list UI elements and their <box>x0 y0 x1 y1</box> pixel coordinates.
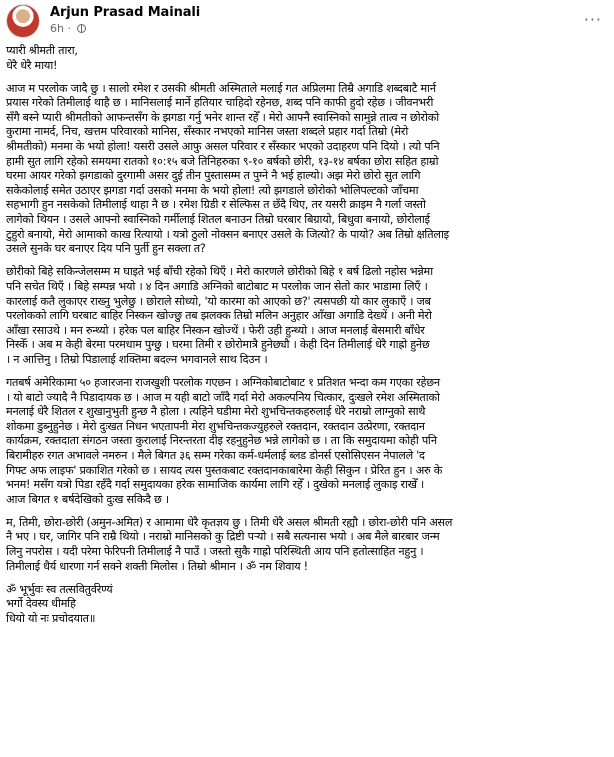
post-header <box>6 4 606 38</box>
text-line: म, तिमी, छोरा-छोरी (अमुन-अमित) र आमामा धेरै कृतज्ञय छु । तिमी धेरै असल श्रीमती रह्यौ । छोरा-छोरी पनि असल <box>6 515 453 529</box>
text-line: बिरामीहरु रगत अभावले नमरुन । मैले बिगत ३६ सम्म गरेका कर्म-धर्मलाई ब्लड डोनर्स एसोसिएसन नेपालले 'द <box>6 448 425 462</box>
text-line: मनलाई धेरै शितल र शुखानुभुती हुन्छ नै होला । त्यहिने घडीमा मेरो शुभचिन्तकहरुलाई धेरै नराम्रो लाग्नुको साथै <box>6 405 426 419</box>
text-line: प्रयास गरेको तिमीलाई थाहै छ । मानिसलाई मार्ने हतियार चाहिदो रहेनछ, शब्द पनि काफी हुदो रहेछ । जीवनभरी <box>6 96 434 110</box>
text-line: । यो बाटो ज्यादै नै पिडादायक छ । आज म यही बाटो जाँदै गर्दा मेरो अकल्पनिय चित्कार, दुःखले रमेश अस्मिताको <box>6 390 440 404</box>
post-content <box>6 44 608 635</box>
text-line: धियो यो नः प्रचोदयात॥ <box>6 611 96 625</box>
text-line: परलोकको लागि घरबाट बाहिर निस्कन खोज्छु तब झलक्क तिम्रो मलिन अनुहार आँखा अगाडि देख्थें । अनी मेरो <box>6 309 432 323</box>
text-line: छोरीको बिहे सकिन्जेलसम्म म घाइते भई बाँची रहेको थिएँ । मेरो कारणले छोरीको बिहे १ बर्ष ढिलो नहोस भन्नेमा <box>6 265 433 279</box>
text-line: गतबर्ष अमेरिकामा ५० हजारजना राजखुशी परलोक गएछन । अग्निकोबाटोबाट १ प्रतिशत भन्दा कम गएका रहेछन <box>6 375 440 389</box>
text-line: निस्केँ । अब म केही बेरमा परमधाम पुग्छु । घरमा तिमी र छोरोमात्रै हुनेछ्यौ । केही दिन तिमीलाई धेरै गाह्रो हुनेछ <box>6 338 430 352</box>
text-line: । न आत्तिनु । तिम्रो पिडालाई शक्तिमा बदल्न भगवानले साथ दिउन । <box>6 352 268 366</box>
text-line: आज बिगत १ बर्षदेखिको दुःख सकिदै छ । <box>6 492 169 506</box>
text-line: लिनु नपरोस । यदी परेमा फेरिपनी तिमीलाई नै पाउँ । जस्तो सुकै गाह्रो परिस्थिती आय पनि हतोत्साहित नहुनु । <box>6 545 424 558</box>
avatar[interactable] <box>6 4 40 38</box>
text-line: हामी सुत लागि रहेको समयमा रातको १०:१५ बजे तिनिहरुका ९-१० बर्षको छोरी, १३-१४ बर्षका छोरा सहित हाम्रो <box>6 154 439 168</box>
text-line: गिफ्ट अफ लाइफ' प्रकाशित गरेको छ । सायद त्यस पुस्तकबाट रक्तदानकाबारेमा केही सिकुन । प्रेरित हुन । अरु के <box>6 463 443 477</box>
text-line: ॐ भूर्भुवः स्व तत्सवितुर्वरेण्यं <box>6 582 113 596</box>
text-line: शोकमा डुब्नुहुनेछ । मेरो दुःखत निधन भएतापनी मेरा शुभचिन्तकज्युहरुले रक्तदान, रक्तदान उत्प्रेरणा, रक्तदान <box>6 419 425 433</box>
text-line: आज म परलोक जादै छु । सालो रमेश र उसकी श्रीमती अस्मिताले मलाई गत अप्रिलमा तिम्रै अगाडि शब्दबाटै मार्न <box>6 81 436 95</box>
text-line: कुरामा नामर्द, निच, खत्तम परिवारको मानिस, सँस्कार नभएको मानिस जस्ता शब्दले प्रहार गर्दा तिम्रो (मेरो <box>6 125 408 139</box>
text-line: घरमा आयर गरेको झगडाको दुरगामी असर दुई तीन पुस्तासम्म त पुग्ने नै भई हाल्यो। अझ मेरो छोरो सुत लागि <box>6 169 421 183</box>
text-line: प्यारी श्रीमती तारा, <box>6 44 78 57</box>
text-line: तिमीलाई धैर्य धारणा गर्न सक्ने शक्ती मिलोस । तिम्रो श्रीमान । ॐ नम शिवाय ! <box>6 559 308 573</box>
text-line: आँखा रसाउथे । मन रुन्थ्यो । हरेक पल बाहिर निस्कन खोज्थें । फेरी उही हुन्थ्यो । आज मनलाई बेसमारी बाँधेर <box>6 323 425 337</box>
post-time[interactable]: 6h <box>50 22 64 35</box>
text-line: टुहुरो बनायो, मेरो आमाको काख रित्यायो । यत्रो ठुलो नोक्सन बनाएर उसले के जित्यो? के पायो? अब तिम्रो क्षतिलाइ <box>6 227 449 241</box>
text-line: धेरै धेरै माया! <box>6 58 58 72</box>
post-paragraph <box>6 516 608 574</box>
post-paragraph <box>6 265 608 367</box>
post-meta: 6h · <box>50 22 86 35</box>
text-line: उसले सुनके घर बनाएर दिय पनि पुर्ती हुन सक्ला त? <box>6 242 206 256</box>
post-paragraph <box>6 583 608 627</box>
text-line: सँगै बस्ने प्यारी श्रीमतीको आफन्तसँग के झगडा गर्नु भनेर शान्त रहेँ । मेरो आफ्नै स्वास्निको सामुन्ने तात्व न छोरोको <box>6 110 439 124</box>
text-line: लागेको थियन । उसले आफ्नो स्वास्निको गर्मीलाई शितल बनाउन तिम्रो घरबार बिग्रायो, बिधुवा बनायो, छोरोलाई <box>6 213 430 227</box>
text-line: कारलाई कतै लुकाएर राख्नु भुलेछु । छोराले सोध्यो, 'यो कारमा को आएको छ?' त्यसपछी यो कार लुकाएँ । जब <box>6 294 431 308</box>
text-line: सहभागी हुन नसकेको तिमीलाई थाहा नै छ । रमेश ग्रिडी र सेल्फिस त छँदै थिए, तर यसरी क्राइम नै गर्ला जस्तो <box>6 198 426 212</box>
text-line: कार्यक्रम, रक्तदाता संगठन जस्ता कुरालाई निरन्तरता दीइ रहनुहुनेछ भन्ने लागेको छ । ता कि समुदायमा कोही पनि <box>6 434 437 448</box>
text-line: पनि सचेत थिएँ । बिहे सम्पन्न भयो । ४ दिन अगाडि अग्निको बाटोबाट म परलोक जान सेतो कार भाडामा लिएँ । <box>6 279 428 293</box>
author-name[interactable]: Arjun Prasad Mainali <box>50 5 201 20</box>
post-paragraph <box>6 82 608 257</box>
text-line: भर्गो देवस्य धीमहि <box>6 597 76 611</box>
text-line: सकेकोलाई समेत उठाएर झगडा गर्दा उसको मनमा के भयो होला! त्यो झगडाले छोरोको भोलिपल्टको जाँचमा <box>6 183 419 197</box>
globe-icon <box>77 24 86 33</box>
text-line: भनम! मसँग यत्रो पिडा रहँदै गर्दा समुदायका हरेक सामाजिक कार्यमा लागि रहेँ । दुखेको मनलाई लुकाइ राखेँ । <box>6 478 424 492</box>
text-line: नै भए । घर, जागिर पनि राम्रै थियो । नराम्रो मानिसको कु द्रिष्टी पर्‍यो । सबै सत्यनास भयो । अब मैले बारबार जन्म <box>6 530 440 544</box>
post-paragraph <box>6 44 608 73</box>
post-paragraph <box>6 376 608 507</box>
text-line: श्रीमतीको) मनमा के भयो होला! यसरी उसले आफु असल परिवार र सँस्कार भएको उदाहरण पनि दियो । त्यो पनि <box>6 140 440 154</box>
more-options-icon[interactable]: ··· <box>583 10 602 29</box>
